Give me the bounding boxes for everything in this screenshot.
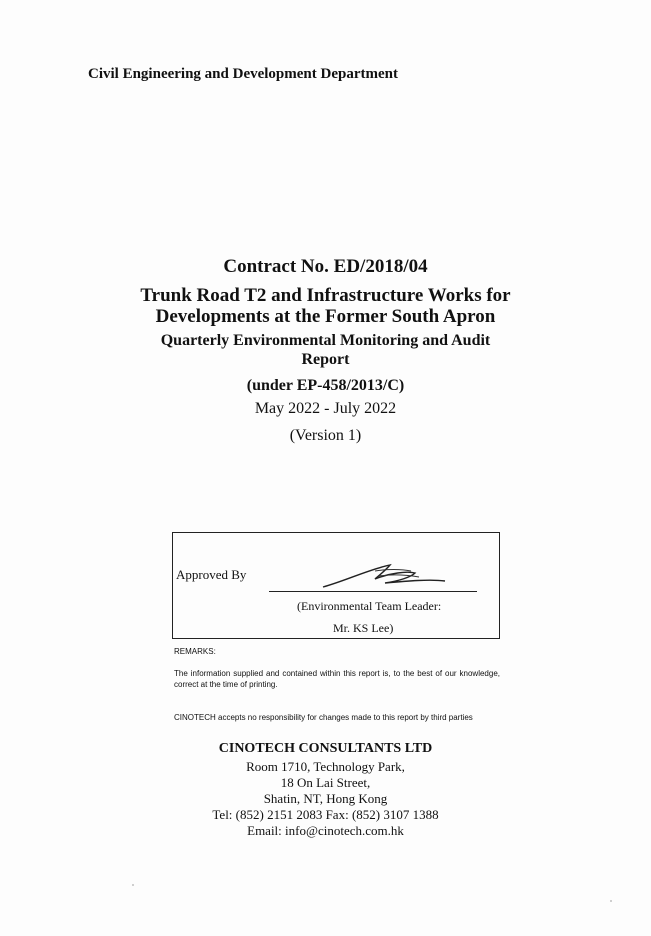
contract-number: Contract No. ED/2018/04: [223, 256, 428, 277]
approval-box: [172, 532, 500, 639]
scan-speck: [132, 884, 134, 886]
signature-line: [269, 591, 477, 592]
company-name: CINOTECH CONSULTANTS LTD: [218, 741, 433, 756]
approved-by-label: Approved By: [176, 567, 247, 582]
signatory-role: (Environmental Team Leader:: [297, 599, 442, 613]
company-address-line-2: 18 On Lai Street,: [280, 775, 371, 790]
company-email: Email: info@cinotech.com.hk: [247, 823, 404, 838]
permit-number: (under EP-458/2013/C): [246, 377, 405, 394]
scan-speck: [610, 900, 612, 902]
remarks-heading: REMARKS:: [174, 647, 216, 656]
remarks-disclaimer: CINOTECH accepts no responsibility for changes made to this report by third parties: [174, 713, 473, 722]
reporting-period: May 2022 - July 2022: [254, 400, 397, 417]
report-title-line-1: Trunk Road T2 and Infrastructure Works for: [140, 285, 511, 306]
report-type-line-1: Quarterly Environmental Monitoring and Audit: [160, 332, 491, 349]
department-heading: Civil Engineering and Development Department: [88, 66, 398, 82]
remarks-info: The information supplied and contained within this report is, to the best of our knowledge, correct at the time of printing.: [174, 669, 500, 689]
report-type-line-2: Report: [301, 351, 350, 368]
company-phone-fax: Tel: (852) 2151 2083 Fax: (852) 3107 1388: [212, 807, 439, 822]
company-address-line-3: Shatin, NT, Hong Kong: [263, 791, 388, 806]
company-address-line-1: Room 1710, Technology Park,: [246, 759, 405, 774]
signatory-name: Mr. KS Lee): [333, 621, 394, 635]
signature-image: [315, 561, 455, 593]
report-title-line-2: Developments at the Former South Apron: [155, 306, 496, 327]
version-label: (Version 1): [289, 427, 362, 444]
